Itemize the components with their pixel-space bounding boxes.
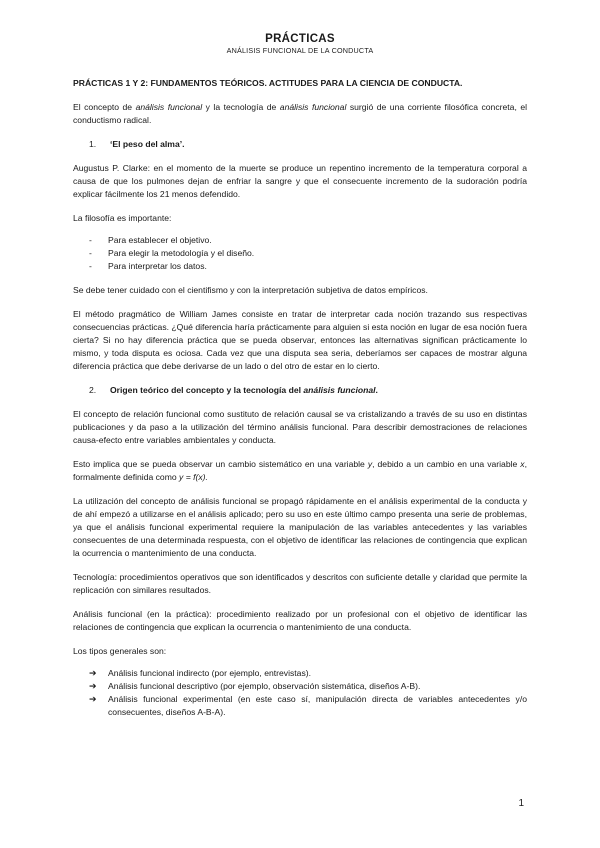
arrow-icon: ➔ <box>89 681 97 691</box>
relation-paragraph: El concepto de relación funcional como sustituto de relación causal se va cristalizando a través de su uso en distintas publicaciones y da paso a la utilización del término análisis funcional. Para describir demostraciones de relaciones causa-efecto entre variables ambientales y conducta. <box>73 409 527 445</box>
list-item: - Para elegir la metodología y el diseño. <box>89 248 255 258</box>
arrow-icon: ➔ <box>89 694 97 704</box>
list-item: ➔ Análisis funcional experimental (en este caso sí, manipulación directa de variables antecedentes y/o consecuentes, diseños A-B-A). <box>89 694 527 717</box>
caution-paragraph: Se debe tener cuidado con el cientifismo y con la interpretación subjetiva de datos empíricos. <box>73 285 428 295</box>
numbered-heading-1-number: 1. <box>89 139 97 149</box>
numbered-heading-2-number: 2. <box>89 385 97 395</box>
practice-paragraph: Análisis funcional (en la práctica): procedimiento realizado por un profesional con el objetivo de identificar las relaciones de contingencia que explican la ocurrencia o mantenimiento de una conducta. <box>73 609 527 632</box>
arrow-icon: ➔ <box>89 668 97 678</box>
numbered-heading-1 <box>73 138 527 151</box>
numbered-heading-2 <box>73 384 527 397</box>
philosophy-intro: La filosofía es importante: <box>73 213 172 223</box>
document-subtitle: ANÁLISIS FUNCIONAL DE LA CONDUCTA <box>226 46 374 55</box>
document-title: PRÁCTICAS <box>265 33 335 45</box>
list-item: - Para interpretar los datos. <box>89 261 207 271</box>
numbered-heading-1-title: ‘El peso del alma’. <box>110 139 185 149</box>
implies-paragraph: Esto implica que se pueda observar un cambio sistemático en una variable y, debido a un cambio en una variable x, formalmente definida como y = f(x). <box>73 459 527 482</box>
list-item: ➔ Análisis funcional descriptivo (por ejemplo, observación sistemática, diseños A-B). <box>89 681 421 691</box>
types-list <box>73 667 527 719</box>
numbered-heading-2-title: Origen teórico del concepto y la tecnología del análisis funcional. <box>110 385 378 395</box>
intro-paragraph: El concepto de análisis funcional y la tecnología de análisis funcional surgió de una corriente filosófica concreta, el conductismo radical. <box>73 102 528 125</box>
james-paragraph: El método pragmático de William James consiste en tratar de interpretar cada noción trazando sus respectivas consecuencias prácticas. ¿Qué diferencia haría prácticamente para alguien si esta noción en lugar de esa noción fuera cierta? Si no hay diferencia práctica que se pueda observar, entonces las alternativas significan prácticamente lo mismo, y toda disputa es ociosa. Cada vez que una disputa sea seria, deberíamos ser capaces de mostrar alguna diferencia práctica que debe derivarse de un lado o del otro de estar en lo cierto. <box>73 309 527 371</box>
utilization-paragraph: La utilización del concepto de análisis funcional se propagó rápidamente en el análisis experimental de la conducta y de ahí empezó a utilizarse en el análisis aplicado; pero su uso en este último campo presenta una serie de problemas, ya que el análisis funcional experimental requiere la manipulación de las variables antecedentes y las variables consecuentes de una determinada respuesta, con el objetivo de identificar las relaciones de contingencia que explican la ocurrencia o mantenimiento de una conducta. <box>73 496 527 558</box>
philosophy-list <box>73 234 527 273</box>
technology-paragraph: Tecnología: procedimientos operativos que son identificados y descritos con suficiente detalle y claridad que permite la replicación con similares resultados. <box>73 572 527 595</box>
clarke-paragraph: Augustus P. Clarke: en el momento de la muerte se produce un repentino incremento de la temperatura corporal a causa de que los pulmones dejan de enfriar la sangre y que el consecuente incremento de la sudoración podría explicar fácilmente los 21 menos defendido. <box>73 163 527 199</box>
list-item: - Para establecer el objetivo. <box>89 235 212 245</box>
page-number: 1 <box>518 798 524 809</box>
page-content <box>73 32 527 719</box>
list-item: ➔ Análisis funcional indirecto (por ejemplo, entrevistas). <box>89 668 312 678</box>
types-intro: Los tipos generales son: <box>73 646 167 656</box>
section-heading: PRÁCTICAS 1 Y 2: FUNDAMENTOS TEÓRICOS. ACTITUDES PARA LA CIENCIA DE CONDUCTA. <box>73 78 463 88</box>
